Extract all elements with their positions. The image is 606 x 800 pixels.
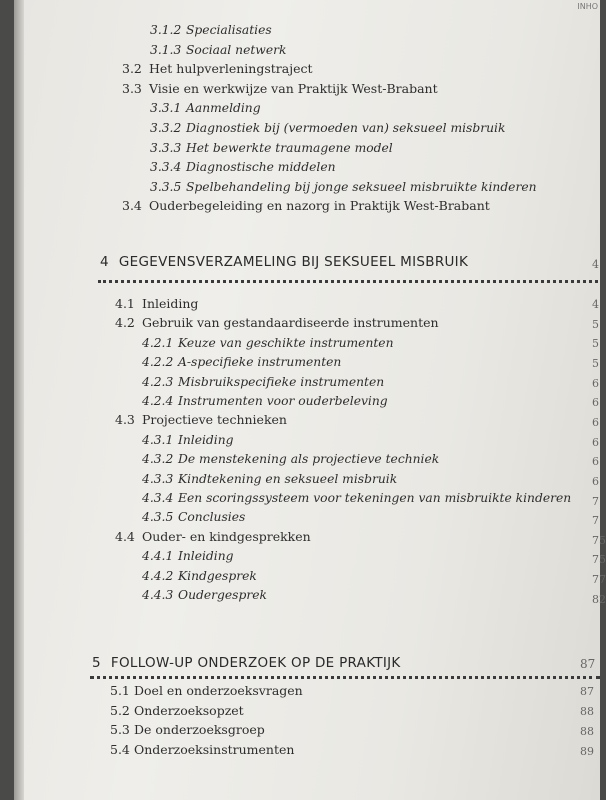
toc-entry-number: 4.1 bbox=[115, 296, 135, 311]
toc-entry-title: Het bewerkte traumagene model bbox=[186, 140, 393, 155]
toc-entry-number: 5.2 bbox=[110, 702, 130, 718]
toc-entry-number: 3.3.1 bbox=[150, 101, 182, 116]
toc-entry-page-number: 6 bbox=[592, 396, 599, 410]
toc-entry-title: De menstekening als projectieve techniek bbox=[178, 452, 440, 467]
toc-entry-title: Onderzoeksinstrumenten bbox=[134, 741, 295, 757]
toc-entry-page-number: 6 bbox=[592, 376, 599, 390]
toc-entry-page-number: 87 bbox=[580, 685, 594, 698]
chapter-title: FOLLOW-UP ONDERZOEK OP DE PRAKTIJK bbox=[110, 655, 401, 671]
toc-entry-title: Het hulpverleningstraject bbox=[149, 61, 313, 77]
chapter-number: 4 bbox=[100, 254, 109, 270]
toc-entry bbox=[115, 412, 287, 428]
chapter-5-divider bbox=[90, 676, 600, 679]
toc-entry-page-number: 7 bbox=[592, 514, 599, 528]
toc-entry bbox=[142, 374, 384, 390]
toc-entry-title: Projectieve technieken bbox=[142, 412, 287, 428]
toc-entry bbox=[142, 471, 397, 487]
toc-entry bbox=[142, 509, 245, 525]
toc-entry-title: Spelbehandeling bij jonge seksueel misbruikte kinderen bbox=[186, 179, 537, 194]
chapter-4-divider bbox=[98, 280, 598, 283]
toc-entry bbox=[115, 296, 198, 312]
toc-entry-number: 4.4.1 bbox=[142, 549, 174, 564]
toc-entry-page-number: 89 bbox=[580, 745, 594, 759]
corner-running-header: INHO bbox=[577, 2, 598, 11]
toc-entry bbox=[115, 315, 439, 331]
toc-entry-title: Misbruikspecifieke instrumenten bbox=[178, 374, 385, 389]
toc-entry bbox=[150, 140, 393, 156]
toc-entry bbox=[142, 548, 234, 564]
toc-entry-number: 5.1 bbox=[110, 683, 130, 698]
toc-entry-title: Inleiding bbox=[142, 296, 199, 311]
toc-entry bbox=[142, 432, 234, 448]
toc-entry-title: Gebruik van gestandaardiseerde instrumenten bbox=[142, 315, 439, 331]
toc-entry-number: 4.3.2 bbox=[142, 452, 174, 467]
toc-entry-title: Ouder- en kindgesprekken bbox=[142, 528, 311, 544]
book-page bbox=[14, 0, 606, 800]
toc-entry-number: 5.3 bbox=[110, 722, 130, 737]
toc-entry-title: Conclusies bbox=[178, 510, 246, 525]
toc-entry-title: Doel en onderzoeksvragen bbox=[134, 683, 303, 698]
toc-entry-number: 4.4 bbox=[115, 528, 135, 544]
toc-entry-title: Kindgesprek bbox=[178, 568, 257, 583]
chapter-number: 5 bbox=[92, 655, 101, 671]
toc-entry-page-number: 4 bbox=[592, 298, 599, 311]
toc-entry-title: De onderzoeksgroep bbox=[134, 722, 265, 737]
toc-entry bbox=[142, 451, 439, 467]
toc-entry-title: Diagnostiek bij (vermoeden van) seksueel misbruik bbox=[186, 121, 506, 135]
chapter-5-page-number: 87 bbox=[580, 657, 596, 671]
toc-entry-number: 4.3.3 bbox=[142, 471, 174, 486]
toc-entry-page-number: 6 bbox=[592, 455, 599, 469]
toc-entry-number: 4.2.3 bbox=[142, 374, 174, 389]
chapter-title: GEGEVENSVERZAMELING BIJ SEKSUEEL MISBRUIK bbox=[118, 254, 469, 270]
toc-entry-number: 5.4 bbox=[110, 741, 130, 757]
toc-entry bbox=[142, 335, 394, 351]
toc-entry-number: 4.4.3 bbox=[142, 588, 174, 602]
toc-entry-title: A-specifieke instrumenten bbox=[178, 355, 342, 370]
toc-entry-title: Aanmelding bbox=[186, 101, 261, 116]
toc-entry-number: 4.4.2 bbox=[142, 568, 174, 583]
toc-entry-number: 4.2.4 bbox=[142, 394, 174, 408]
toc-entry-title: Specialisaties bbox=[186, 23, 272, 37]
toc-entry-number: 3.3.3 bbox=[150, 140, 182, 155]
toc-entry bbox=[142, 393, 388, 409]
toc-entry bbox=[110, 742, 294, 758]
toc-entry bbox=[142, 354, 341, 370]
toc-entry-title: Kindtekening en seksueel misbruik bbox=[178, 471, 398, 486]
toc-entry-number: 3.4 bbox=[122, 198, 142, 214]
page-binding-edge bbox=[14, 0, 24, 800]
toc-entry bbox=[115, 529, 311, 545]
toc-entry-page-number: 75 bbox=[592, 533, 606, 547]
toc-entry-number: 4.3.1 bbox=[142, 432, 174, 447]
chapter-4-page-number: 4 bbox=[592, 258, 599, 271]
toc-entry-number: 4.3.5 bbox=[142, 510, 174, 525]
toc-entry-number: 4.2.2 bbox=[142, 355, 174, 370]
toc-entry-title: Ouderbegeleiding en nazorg in Praktijk West-Brabant bbox=[149, 198, 490, 214]
toc-entry-title: Inleiding bbox=[178, 432, 234, 447]
toc-entry bbox=[122, 198, 490, 214]
toc-entry bbox=[150, 179, 537, 195]
toc-entry bbox=[122, 81, 438, 97]
toc-entry-title: Visie en werkwijze van Praktijk West-Brabant bbox=[149, 80, 438, 96]
toc-entry bbox=[150, 120, 505, 136]
toc-entry-page-number: 88 bbox=[580, 725, 594, 739]
toc-entry-number: 3.3.2 bbox=[150, 121, 182, 135]
chapter-4-heading bbox=[100, 254, 468, 270]
toc-entry-number: 4.3.4 bbox=[142, 491, 174, 505]
toc-entry bbox=[142, 568, 257, 584]
toc-entry-title: Oudergesprek bbox=[178, 588, 267, 602]
toc-entry-title: Keuze van geschikte instrumenten bbox=[178, 335, 394, 350]
toc-entry-page-number: 6 bbox=[592, 415, 599, 429]
toc-entry-number: 4.3 bbox=[115, 412, 135, 428]
chapter-5-heading bbox=[92, 655, 401, 671]
toc-entry-number: 3.1.2 bbox=[150, 23, 182, 37]
toc-entry-page-number: 6 bbox=[592, 435, 599, 449]
toc-entry-page-number: 75 bbox=[592, 553, 606, 567]
toc-entry bbox=[150, 159, 336, 175]
toc-entry-title: Inleiding bbox=[178, 549, 234, 564]
toc-entry-page-number: 7 bbox=[592, 494, 599, 508]
toc-entry bbox=[150, 100, 261, 116]
toc-entry-number: 3.2 bbox=[122, 61, 142, 77]
toc-entry bbox=[142, 490, 571, 506]
toc-entry bbox=[122, 61, 313, 77]
toc-entry-number: 3.3.4 bbox=[150, 160, 182, 175]
toc-entry-page-number: 77 bbox=[592, 573, 606, 587]
toc-entry-number: 4.2.1 bbox=[142, 335, 174, 350]
toc-entry bbox=[150, 42, 286, 58]
toc-entry bbox=[110, 683, 303, 699]
toc-entry-number: 3.3 bbox=[122, 80, 142, 96]
toc-entry bbox=[142, 587, 267, 603]
toc-entry bbox=[150, 22, 272, 38]
toc-entry-title: Onderzoeksopzet bbox=[134, 702, 244, 718]
toc-entry-title: Sociaal netwerk bbox=[186, 42, 287, 57]
toc-entry bbox=[110, 722, 265, 738]
toc-entry-number: 3.3.5 bbox=[150, 179, 182, 194]
toc-entry-number: 4.2 bbox=[115, 315, 135, 331]
toc-entry-page-number: 5 bbox=[592, 356, 599, 370]
toc-entry bbox=[110, 703, 244, 719]
toc-entry-title: Diagnostische middelen bbox=[186, 160, 336, 175]
toc-entry-page-number: 88 bbox=[580, 705, 594, 719]
toc-entry-title: Een scoringssysteem voor tekeningen van misbruikte kinderen bbox=[178, 491, 572, 505]
toc-entry-page-number: 82 bbox=[592, 592, 606, 606]
toc-entry-page-number: 5 bbox=[592, 337, 599, 351]
toc-entry-page-number: 6 bbox=[592, 474, 599, 488]
toc-entry-page-number: 5 bbox=[592, 317, 599, 331]
toc-entry-title: Instrumenten voor ouderbeleving bbox=[178, 394, 388, 408]
toc-entry-number: 3.1.3 bbox=[150, 42, 182, 57]
